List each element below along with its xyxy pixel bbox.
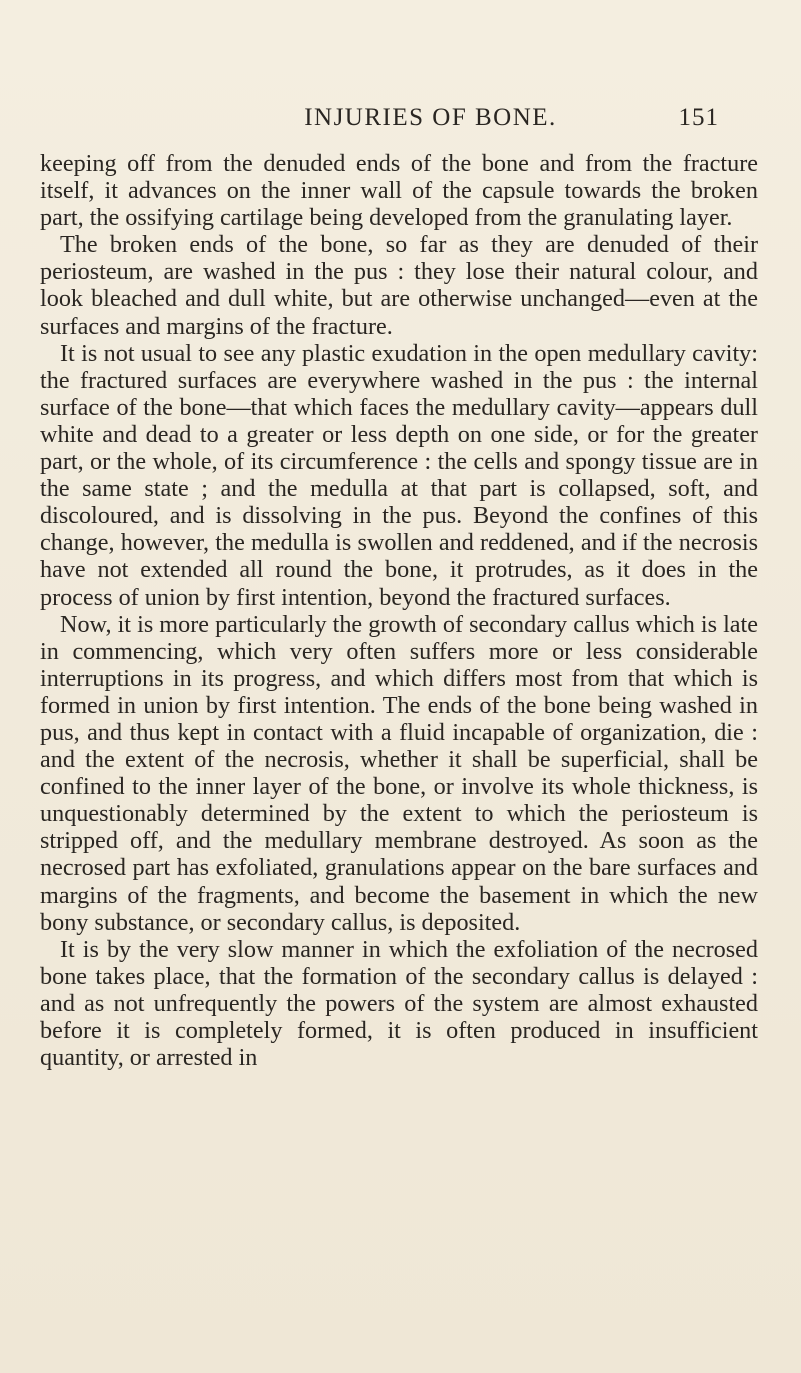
paragraph-secondary-callus: Now, it is more particularly the growth of secondary callus which is late in commencing, which very often suffers more or less considerable interruptions in its progress, and which differs most from that which is formed in union by first intention. The ends of the bone being washed in pus, and thus kept in contact with a fluid incapable of organization, die : and the extent of the necrosis, whether it shall be superficial, shall be confined to the inner layer of the bone, or involve its whole thickness, is unquestionably determined by the extent to which the periosteum is stripped off, and the medullary membrane destroyed. As soon as the necrosed part has exfoliated, granulations appear on the bare surfaces and margins of the fragments, and become the basement in which the new bony substance, or secondary callus, is deposited. — [40, 610, 758, 936]
paragraph-exfoliation: It is by the very slow manner in which the exfoliation of the necrosed bone takes place, that the formation of the secondary callus is delayed : and as not unfrequently the powers of the system are almost exhausted before it is completely formed, it is often produced in insufficient quantity, or arrested in — [40, 935, 758, 1072]
paragraph-continuation: keeping off from the denuded ends of the bone and from the fracture itself, it advances on the inner wall of the capsule towards the broken part, the ossifying cartilage being developed from the granulating layer. — [40, 150, 758, 232]
paragraph-broken-ends: The broken ends of the bone, so far as they are denuded of their periosteum, are washed in the pus : they lose their natural colour, and look bleached and dull white, but are otherwise unchanged—even at the surfaces and margins of the fracture. — [40, 231, 758, 340]
running-title: INJURIES OF BONE. — [304, 104, 557, 131]
page-number: 151 — [678, 104, 719, 131]
page-header — [0, 104, 801, 134]
paragraph-medullary-cavity: It is not usual to see any plastic exudation in the open medullary cavity: the fractured surfaces are everywhere washed in the pus : the internal surface of the bone—that which faces the medullary cavity—appears dull white and dead to a greater or less depth on one side, or for the greater part, or the whole, of its circumference : the cells and spongy tissue are in the same state ; and the medulla at that part is collapsed, soft, and discoloured, and is dissolving in the pus. Beyond the confines of this change, however, the medulla is swollen and reddened, and if the necrosis have not extended all round the bone, it protrudes, as it does in the process of union by first intention, beyond the fractured surfaces. — [40, 339, 758, 611]
body-text — [40, 150, 758, 1071]
